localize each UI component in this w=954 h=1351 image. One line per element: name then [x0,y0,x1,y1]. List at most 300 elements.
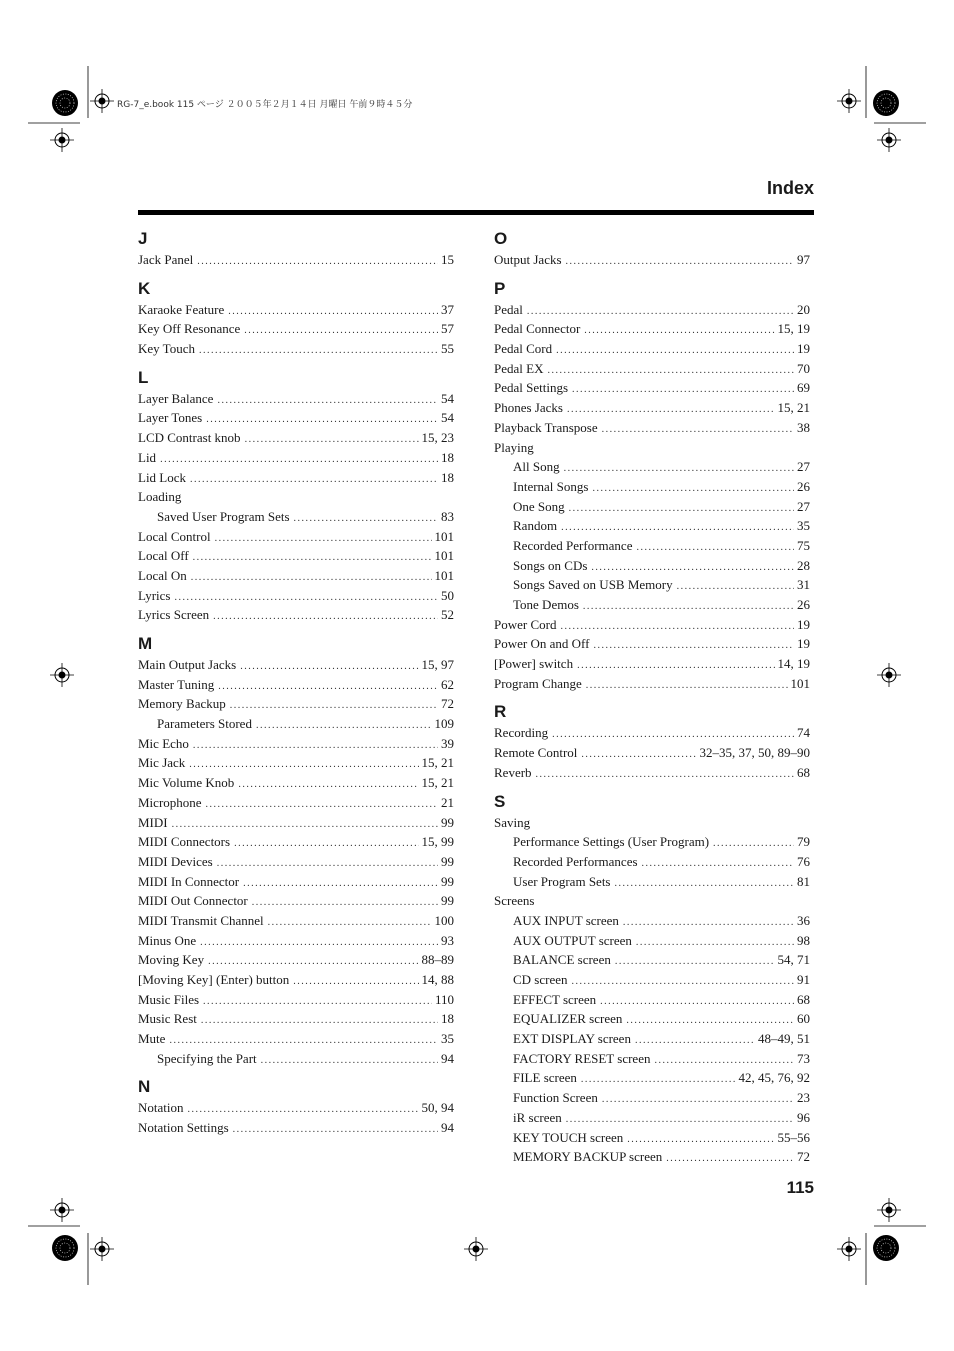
dot-leader [561,518,794,536]
index-entry [138,891,454,911]
index-entry [138,389,454,409]
index-entry [494,743,810,763]
index-entry-pages: 18 [441,469,454,485]
dot-leader [293,972,418,990]
index-entry [138,507,454,527]
index-letter-heading: M [138,634,153,653]
index-entry-term: Pedal Connector [494,321,581,337]
dot-leader [252,893,438,911]
index-entry-term: [Power] switch [494,656,574,672]
index-entry-term: Playback Transpose [494,419,598,435]
index-entry [494,832,810,852]
index-entry [494,1128,810,1148]
index-entry-term: AUX OUTPUT screen [513,932,632,948]
index-entry-term: Jack Panel [138,252,194,267]
title-rule [138,210,814,215]
dot-leader [244,321,438,339]
index-entry-term: Lyrics Screen [138,607,210,623]
index-entry-pages: 72 [441,696,454,712]
index-entry-term: Specifying the Part [157,1050,257,1066]
index-entry-term: Playing [494,439,534,455]
index-entry-term: Power Cord [494,616,557,632]
dot-leader [199,341,438,359]
dot-leader [193,548,432,566]
index-entry-term: Local Off [138,548,189,564]
index-entry [138,1049,454,1069]
dot-leader [536,765,794,783]
dot-leader [188,1100,419,1118]
index-entry-term: [Moving Key] (Enter) button [138,972,290,987]
index-entry [138,487,454,507]
dot-leader [572,972,794,990]
dot-leader [615,874,795,892]
index-letter-heading: O [494,229,508,248]
index-entry [138,970,454,990]
index-entry [138,852,454,872]
dot-leader [586,676,788,694]
index-entry-term: AUX INPUT screen [513,912,619,928]
index-entry-term: KEY TOUCH screen [513,1129,624,1145]
index-entry-term: Output Jacks [494,252,562,267]
index-entry [138,605,454,625]
index-entry [138,813,454,833]
index-entry-pages: 39 [441,735,454,751]
index-entry-term: Internal Songs [513,478,589,494]
index-entry [138,911,454,931]
index-entry [494,250,810,270]
index-entry [494,319,810,339]
section-title: Index [766,178,814,198]
index-entry-term: Recorded Performance [513,537,633,553]
index-entry-pages: 54, 71 [777,952,810,968]
index-entry-term: Mute [138,1031,166,1047]
index-entry-pages: 110 [434,991,454,1007]
dot-leader [169,1031,438,1049]
index-entry [138,793,454,813]
index-entry [494,300,810,320]
index-entry [494,990,810,1010]
index-entry-term: MEMORY BACKUP screen [513,1149,663,1165]
index-entry [138,319,454,339]
dot-leader [268,913,432,931]
dot-leader [581,1070,736,1088]
dot-leader [245,430,419,448]
dot-leader [560,617,794,635]
index-entry [494,1068,810,1088]
index-entry-pages: 54 [441,410,454,426]
page-number: 115 [786,1178,814,1197]
index-entry-pages: 109 [434,716,454,732]
index-entry-term: Screens [494,893,535,909]
index-entry-term: Pedal [494,301,523,317]
dot-leader [527,302,794,320]
index-entry-pages: 26 [797,597,810,612]
index-entry-term: Memory Backup [138,696,226,712]
index-entry-term: Notation Settings [138,1120,229,1136]
index-entry-pages: 96 [797,1109,810,1125]
index-entry-pages: 50, 94 [421,1100,454,1116]
index-entry [494,1147,810,1167]
index-entry [138,1098,454,1118]
index-entry-pages: 15, 19 [777,321,810,337]
index-entry [494,457,810,477]
index-entry [494,723,810,743]
index-entry-pages: 21 [441,794,454,810]
index-entry-pages: 38 [797,419,810,435]
index-entry [138,1118,454,1138]
index-entry [494,339,810,359]
dot-leader [642,854,794,872]
index-entry-term: LCD Contrast knob [138,430,241,446]
dot-leader [602,420,794,438]
index-letter-heading: L [138,367,149,387]
index-entry-pages: 35 [441,1031,454,1047]
index-entry-pages: 101 [434,567,454,583]
index-entry-term: Random [513,518,558,534]
index-entry [494,536,810,556]
dot-leader [584,321,774,339]
index-entry [494,438,810,458]
index-entry-pages: 36 [797,912,810,928]
index-entry-pages: 37 [441,301,454,317]
index-entry-pages: 62 [441,676,454,692]
dot-leader [238,775,418,793]
index-letter-heading: N [138,1077,151,1097]
dot-leader [677,577,794,595]
index-entry [494,911,810,931]
index-entry-term: MIDI Connectors [138,834,231,850]
index-entry-pages: 74 [797,725,810,741]
index-entry-term: MIDI Transmit Channel [138,912,264,928]
index-entry-pages: 68 [797,764,810,780]
index-entry [494,1049,810,1069]
index-entry-pages: 19 [797,616,810,632]
dot-leader [243,874,438,892]
dot-leader [636,538,794,556]
index-entry [138,428,454,448]
dot-leader [190,470,438,488]
index-entry-pages: 79 [797,834,810,850]
dot-leader [217,854,438,872]
index-column-left [138,228,454,1138]
dot-leader [564,459,794,477]
dot-leader [218,677,438,695]
dot-leader [569,499,794,517]
index-entry-pages: 55–56 [777,1129,810,1145]
index-entry-term: EXT DISPLAY screen [513,1031,631,1047]
dot-leader [635,1031,755,1049]
index-entry-pages: 15, 21 [421,775,454,791]
index-entry [494,970,810,990]
index-entry-term: Local On [138,567,187,583]
dot-leader [583,597,794,615]
dot-leader [208,952,418,970]
index-entry [494,1088,810,1108]
dot-leader [591,558,794,576]
index-entry [138,527,454,547]
index-entry [138,300,454,320]
index-entry-term: All Song [513,459,560,475]
index-entry [138,566,454,586]
index-entry-term: Layer Tones [138,410,203,426]
index-entry-pages: 15, 23 [421,430,454,446]
index-entry-term: Program Change [494,675,582,691]
index-entry-pages: 94 [441,1050,454,1066]
index-entry-pages: 75 [797,537,810,553]
index-entry [494,516,810,536]
dot-leader [197,252,438,270]
dot-leader [261,1051,438,1069]
index-entry-pages: 88–89 [421,952,454,968]
dot-leader [566,252,794,270]
index-entry [494,852,810,872]
index-entry-term: Music Rest [138,1011,197,1027]
index-entry-pages: 55 [441,341,454,357]
index-entry-pages: 27 [797,459,810,475]
index-entry [138,1009,454,1029]
index-entry-term: Microphone [138,794,202,810]
dot-leader [172,815,438,833]
dot-leader [623,913,794,931]
index-entry [138,990,454,1010]
index-entry-term: Layer Balance [138,390,214,406]
index-entry [494,763,810,783]
index-entry-term: Songs Saved on USB Memory [513,577,673,593]
index-entry-pages: 20 [797,301,810,317]
dot-leader [240,657,418,675]
index-entry-term: Parameters Stored [157,716,252,732]
dot-leader [160,450,438,468]
index-entry [494,378,810,398]
index-entry-pages: 31 [797,577,810,593]
dot-leader [581,745,696,763]
index-entry-pages: 42, 45, 76, 92 [738,1070,810,1086]
dot-leader [552,725,794,743]
index-entry-term: MIDI In Connector [138,873,240,889]
dot-leader [215,529,432,547]
index-entry-term: Recording [494,725,549,741]
index-entry-pages: 100 [434,912,454,928]
index-entry-term: CD screen [513,972,568,987]
index-entry-pages: 57 [441,321,454,337]
dot-leader [577,656,774,674]
index-entry-term: Moving Key [138,952,205,968]
index-entry [494,674,810,694]
index-entry-term: Loading [138,489,182,505]
dot-leader [206,795,438,813]
index-entry [138,448,454,468]
index-entry [494,1108,810,1128]
index-entry-term: One Song [513,498,565,514]
index-entry-term: Mic Echo [138,735,189,751]
index-entry [138,250,454,270]
index-entry [494,634,810,654]
dot-leader [666,1149,794,1167]
index-entry [494,891,810,911]
index-entry-term: Saved User Program Sets [157,508,290,524]
index-entry-pages: 91 [797,972,810,987]
dot-leader [547,361,794,379]
index-entry-term: Pedal Cord [494,341,553,357]
dot-leader [206,410,438,428]
index-entry-pages: 35 [797,518,810,534]
index-entry-term: Power On and Off [494,636,590,652]
dot-leader [713,834,794,852]
dot-leader [234,834,418,852]
index-entry [138,655,454,675]
index-entry-term: iR screen [513,1109,562,1125]
dot-leader [654,1051,794,1069]
dot-leader [203,992,432,1010]
index-entry-pages: 18 [441,1011,454,1027]
index-entry [494,418,810,438]
index-entry-pages: 101 [790,675,810,691]
index-entry [138,931,454,951]
index-entry [494,950,810,970]
index-entry [138,734,454,754]
index-entry-term: Key Off Resonance [138,321,241,337]
index-entry-pages: 48–49, 51 [758,1031,810,1047]
index-entry [494,359,810,379]
print-header: RG-7_e.book 115 ページ ２００５年２月１４日 月曜日 午前９時４５分 [117,100,413,110]
index-entry-pages: 73 [797,1050,810,1066]
index-entry-pages: 83 [441,508,454,524]
index-entry [494,1009,810,1029]
index-entry-pages: 101 [434,548,454,564]
index-entry-term: FACTORY RESET screen [513,1050,651,1066]
index-entry-term: Lid [138,449,157,465]
index-entry [138,339,454,359]
index-letter-heading: P [494,278,506,298]
index-entry-pages: 99 [441,873,454,889]
index-entry-term: Songs on CDs [513,557,588,573]
index-letter-heading: R [494,702,507,722]
index-entry-pages: 97 [797,252,810,267]
dot-leader [256,716,432,734]
index-entry-term: Reverb [494,764,532,780]
index-entry-term: Phones Jacks [494,400,563,416]
index-entry [138,773,454,793]
dot-leader [294,509,438,527]
index-entry [138,694,454,714]
dot-leader [193,736,438,754]
dot-leader [593,636,794,654]
index-entry-pages: 27 [797,498,810,514]
index-entry-pages: 98 [797,932,810,948]
index-entry-term: Recorded Performances [513,853,638,869]
index-entry [138,546,454,566]
dot-leader [567,400,775,418]
index-entry [138,950,454,970]
index-entry-term: MIDI Out Connector [138,893,248,909]
dot-leader [615,952,775,970]
index-entry [494,1029,810,1049]
index-entry [494,477,810,497]
index-entry-pages: 70 [797,360,810,376]
index-entry-pages: 52 [441,607,454,623]
index-entry-pages: 76 [797,853,810,869]
index-entry-pages: 15, 21 [421,755,454,771]
index-entry [138,1029,454,1049]
index-entry [494,931,810,951]
dot-leader [556,341,794,359]
index-entry-pages: 94 [441,1120,454,1136]
dot-leader [175,588,439,606]
index-entry [494,615,810,635]
index-entry-term: Local Control [138,528,211,544]
index-entry-pages: 101 [434,528,454,544]
index-entry-term: User Program Sets [513,873,611,889]
index-entry-pages: 15, 97 [421,657,454,672]
index-letter-heading: K [138,278,151,298]
dot-leader [626,1011,794,1029]
dot-leader [572,380,794,398]
index-entry-term: Music Files [138,991,200,1007]
index-entry-term: MIDI Devices [138,853,213,869]
index-entry-term: Karaoke Feature [138,301,225,317]
index-entry [494,595,810,615]
index-entry [138,832,454,852]
dot-leader [189,755,418,773]
index-entry-term: Mic Volume Knob [138,775,235,791]
index-entry-term: Saving [494,814,531,830]
index-entry-pages: 26 [797,478,810,494]
index-column-right [494,228,810,1167]
index-entry-pages: 14, 19 [777,656,810,672]
index-entry-term: Pedal EX [494,360,544,376]
index-letter-heading: S [494,791,506,811]
index-entry-term: Lid Lock [138,469,187,485]
index-entry-pages: 50 [441,587,454,603]
index-entry-term: BALANCE screen [513,952,611,968]
index-entry [138,468,454,488]
index-entry-term: Tone Demos [513,597,579,612]
index-entry-pages: 15 [441,252,454,267]
index-entry-pages: 23 [797,1090,810,1106]
index-entry-pages: 32–35, 37, 50, 89–90 [699,745,810,761]
dot-leader [233,1120,438,1138]
index-entry-pages: 54 [441,390,454,406]
index-entry-term: Performance Settings (User Program) [513,834,710,850]
dot-leader [592,479,794,497]
index-entry-term: Lyrics [138,587,171,603]
index-letter-heading: J [138,229,148,248]
dot-leader [600,992,794,1010]
index-entry-term: FILE screen [513,1070,577,1086]
index-entry [138,753,454,773]
index-entry [494,813,810,833]
index-entry [494,575,810,595]
index-entry-term: Key Touch [138,341,195,357]
index-entry [494,654,810,674]
index-entry-pages: 60 [797,1011,810,1027]
index-entry-pages: 19 [797,636,810,652]
index-entry-pages: 15, 21 [777,400,810,416]
index-entry-term: EQUALIZER screen [513,1011,623,1027]
index-entry [138,872,454,892]
index-entry-pages: 93 [441,932,454,948]
dot-leader [230,696,438,714]
index-entry [494,872,810,892]
index-entry-pages: 28 [797,557,810,573]
dot-leader [228,302,438,320]
index-entry [138,586,454,606]
index-entry [138,714,454,734]
index-entry-term: EFFECT screen [513,991,597,1007]
index-entry-pages: 99 [441,814,454,830]
index-entry-term: Master Tuning [138,676,215,692]
index-entry-pages: 18 [441,449,454,465]
